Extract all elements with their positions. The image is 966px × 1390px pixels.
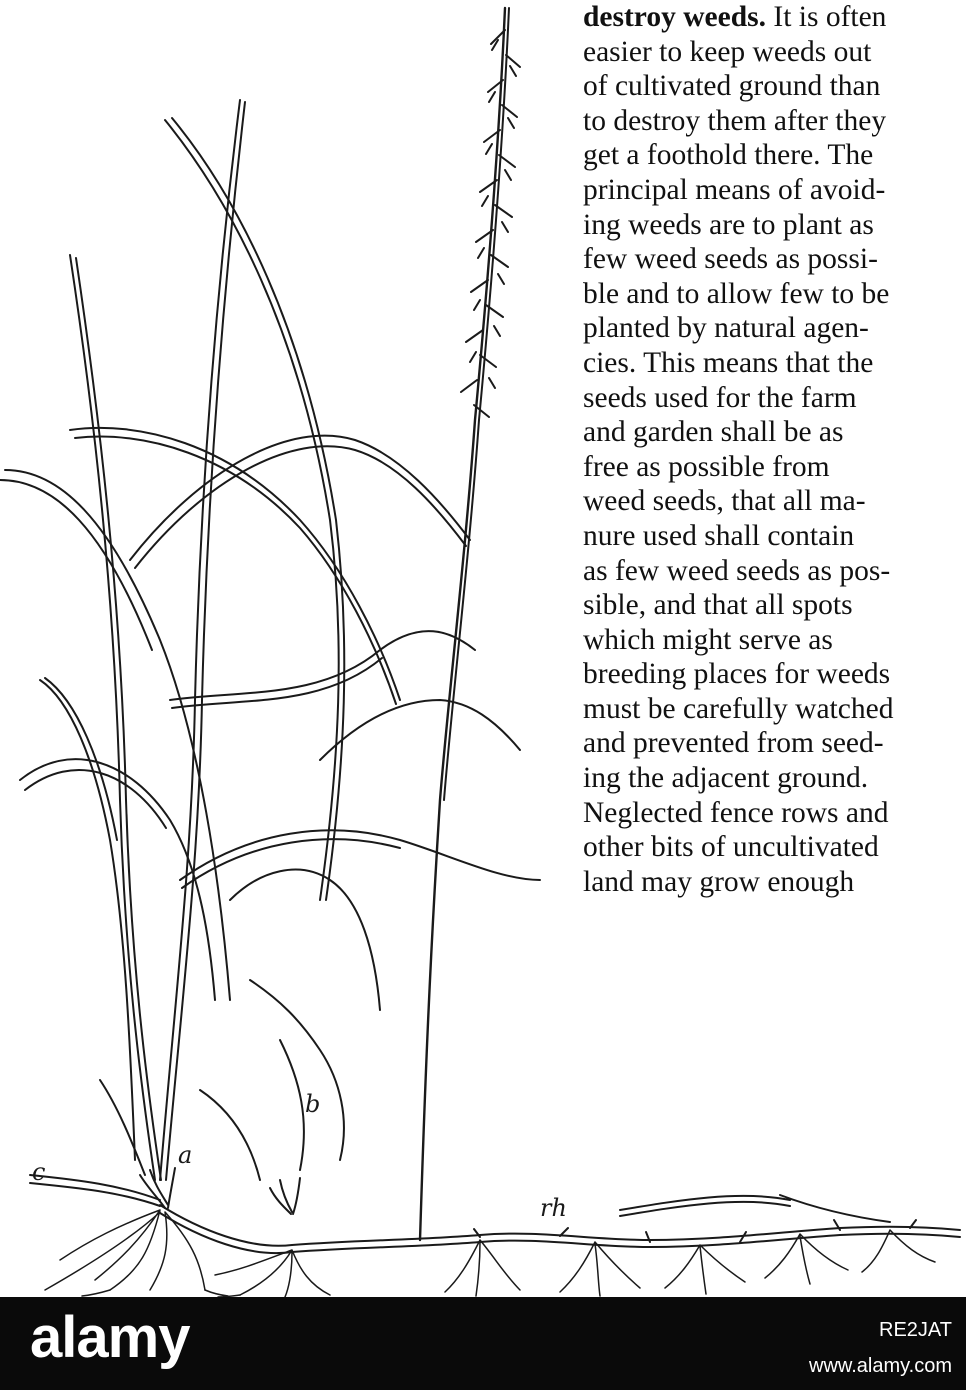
- text-line: to destroy them after they: [583, 104, 887, 137]
- text-line: breeding places for weeds: [583, 658, 891, 691]
- text-line: and garden shall be as: [583, 416, 844, 449]
- bold-lead: destroy weeds.: [583, 1, 766, 33]
- text-line: must be carefully watched: [583, 692, 894, 725]
- text-line: ble and to allow few to be: [583, 277, 890, 310]
- figure-label-b: b: [305, 1090, 321, 1118]
- text-line: cies. This means that the: [583, 346, 874, 379]
- text-line: ing the adjacent ground.: [583, 762, 869, 795]
- text-line: easier to keep weeds out: [583, 35, 872, 68]
- text-line: [583, 0, 966, 35]
- text-line: land may grow enough: [583, 865, 855, 898]
- text-line: weed seeds, that all ma-: [583, 485, 866, 518]
- text-line-rest: It is often: [766, 1, 887, 33]
- alamy-logo[interactable]: alamy: [30, 1305, 190, 1370]
- figure-label-c: c: [32, 1158, 46, 1186]
- text-line: free as possible from: [583, 450, 830, 483]
- stock-url-link[interactable]: www.alamy.com: [809, 1355, 952, 1377]
- text-line: principal means of avoid-: [583, 173, 886, 206]
- text-line: nure used shall contain: [583, 519, 855, 552]
- text-line: few weed seeds as possi-: [583, 243, 878, 276]
- stock-watermark-bar: [0, 1297, 966, 1390]
- text-line: Neglected fence rows and: [583, 796, 889, 829]
- text-line: get a foothold there. The: [583, 139, 874, 172]
- text-line: ing weeds are to plant as: [583, 208, 874, 241]
- grass-blades-icon: [0, 100, 540, 1180]
- text-line: as few weed seeds as pos-: [583, 554, 891, 587]
- figure-label-rh: rh: [540, 1194, 567, 1222]
- body-text-column: [583, 0, 966, 899]
- image-id: RE2JAT: [879, 1319, 952, 1341]
- figure-label-a: a: [178, 1141, 193, 1169]
- text-line: seeds used for the farm: [583, 381, 857, 414]
- text-line: sible, and that all spots: [583, 589, 853, 622]
- text-line: planted by natural agen-: [583, 312, 869, 345]
- text-line: of cultivated ground than: [583, 70, 881, 103]
- text-line: which might serve as: [583, 623, 833, 656]
- text-line: other bits of uncultivated: [583, 831, 879, 864]
- seed-spike-icon: [420, 8, 520, 1240]
- text-line: and prevented from seed-: [583, 727, 884, 760]
